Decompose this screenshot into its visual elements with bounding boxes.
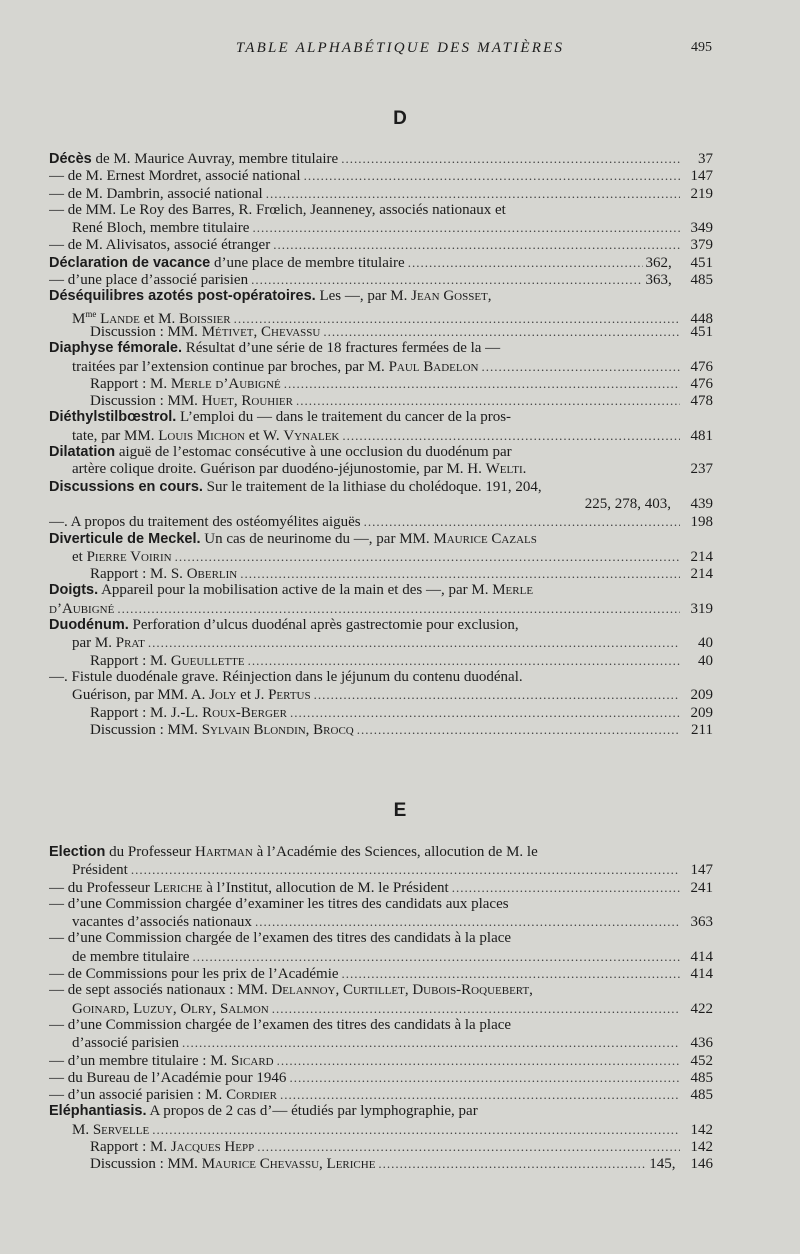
page-ref: 485 xyxy=(690,1087,713,1104)
page-ref: 476 xyxy=(690,375,713,392)
page-ref: 476 xyxy=(690,358,713,375)
index-line: Déclaration de vacance d’une place de membre titulaire ..... 362, 451 xyxy=(49,254,713,271)
index-line: — d’un associé parisien : M. Cordier ..... 485 xyxy=(49,1086,713,1103)
index-line: Guérison, par MM. A. Joly et J. Pertus ..... 209 xyxy=(49,686,713,703)
section-d-entries xyxy=(49,150,713,738)
index-line: René Bloch, membre titulaire ..... 349 xyxy=(49,219,713,236)
entry-head-diaphyse: Diaphyse fémorale. xyxy=(49,340,182,357)
page-ref: 379 xyxy=(690,237,713,254)
page-ref: 478 xyxy=(690,393,713,410)
leader-dots xyxy=(481,358,680,375)
page-ref: 145, 146 xyxy=(649,1156,713,1173)
entry-head-duodenum: Duodénum. xyxy=(49,617,129,634)
leader-dots xyxy=(117,600,680,617)
index-line: artère colique droite. Guérison par duodéno-jéjunostomie, par M. H. Welti. 237 xyxy=(72,461,713,478)
index-line: — d’une Commission chargée d’examiner les titres des candidats aux places xyxy=(49,895,509,912)
index-line: Eléphantiasis. A propos de 2 cas d’— étudiés par lymphographie, par xyxy=(49,1103,478,1120)
index-line: Rapport : M. J.-L. Roux-Berger ..... 209 xyxy=(49,704,713,721)
leader-dots xyxy=(357,721,680,738)
page-ref: 452 xyxy=(690,1052,713,1069)
entry-head-election: Election xyxy=(49,844,106,860)
leader-dots xyxy=(277,1052,680,1069)
index-line: Discussion : MM. Sylvain Blondin, Brocq ..... 211 xyxy=(49,721,713,738)
index-line: —. A propos du traitement des ostéomyélites aiguës ..... 198 xyxy=(49,513,713,530)
index-line: Discussions en cours. Sur le traitement de la lithiase du cholédoque. 191, 204, xyxy=(49,478,542,495)
page-ref: 481 xyxy=(690,427,713,444)
index-line: Diéthylstilbœstrol. L’emploi du — dans le traitement du cancer de la pros- xyxy=(49,409,512,426)
page-ref: 349 xyxy=(690,220,713,237)
index-line: — de Commissions pour les prix de l’Académie ..... 414 xyxy=(49,965,713,982)
index-line: Décès de M. Maurice Auvray, membre titulaire ..... 37 xyxy=(49,150,713,167)
leader-dots xyxy=(257,1138,680,1155)
page-ref: 362, 451 xyxy=(645,254,713,271)
page-ref: 363 xyxy=(690,914,713,931)
leader-dots xyxy=(323,323,680,340)
page-ref: 147 xyxy=(690,168,713,185)
page-ref: 448 xyxy=(690,310,713,323)
index-line: Goinard, Luzuy, Olry, Salmon ..... 422 xyxy=(49,1000,713,1017)
index-line: par M. Prat ..... 40 xyxy=(49,634,713,651)
page-ref: 237 xyxy=(690,461,713,478)
index-line: — de M. Dambrin, associé national ..... 219 xyxy=(49,185,713,202)
page-ref: 436 xyxy=(690,1035,713,1052)
page-ref: 214 xyxy=(690,566,713,583)
page-ref: 363, 485 xyxy=(645,272,713,289)
page-ref: 241 xyxy=(690,879,713,896)
leader-dots xyxy=(252,219,680,236)
leader-dots xyxy=(290,704,680,721)
entry-head-declaration: Déclaration de vacance xyxy=(49,254,211,271)
page-number: 495 xyxy=(691,40,712,55)
index-line: Déséquilibres azotés post-opératoires. Les —, par M. Jean Gosset, xyxy=(49,288,492,305)
entry-head-desequilibres: Déséquilibres azotés post-opératoires. xyxy=(49,288,316,305)
index-line: Discussion : MM. Métivet, Chevassu ..... 451 xyxy=(49,323,713,340)
page-ref: 439 xyxy=(690,495,713,512)
page-ref: 319 xyxy=(690,600,713,617)
page-ref: 142 xyxy=(690,1121,713,1138)
index-line: Rapport : M. Jacques Hepp ..... 142 xyxy=(49,1138,713,1155)
running-head xyxy=(0,40,800,62)
section-letter-e: E xyxy=(393,800,407,821)
leader-dots xyxy=(234,310,680,323)
page-ref: 414 xyxy=(690,966,713,983)
index-line: Discussion : MM. Maurice Chevassu, Leriche ..... 145, 146 xyxy=(49,1155,713,1172)
index-line: — de sept associés nationaux : MM. Delannoy, Curtillet, Dubois-Roquebert, xyxy=(49,982,533,999)
page-ref: 209 xyxy=(690,704,713,721)
leader-dots xyxy=(255,913,680,930)
leader-dots xyxy=(280,1086,680,1103)
page-ref: 142 xyxy=(690,1139,713,1156)
index-line: Doigts. Appareil pour la mobilisation active de la main et des —, par M. Merle xyxy=(49,582,534,599)
index-line: — d’une Commission chargée de l’examen des titres des candidats à la place xyxy=(49,930,512,947)
page-ref: 147 xyxy=(690,862,713,879)
index-line: — de M. Ernest Mordret, associé national ..... 147 xyxy=(49,167,713,184)
leader-dots xyxy=(341,150,680,167)
page-ref: 211 xyxy=(691,721,713,738)
index-line: Rapport : M. Gueullette ..... 40 xyxy=(49,652,713,669)
leader-dots xyxy=(273,236,680,253)
leader-dots xyxy=(152,1121,680,1138)
leader-dots xyxy=(364,513,680,530)
section-letter-d: D xyxy=(393,108,407,129)
page-ref: 40 xyxy=(698,635,713,652)
index-line: — de M. Alivisatos, associé étranger ..... 379 xyxy=(49,236,713,253)
leader-dots xyxy=(148,634,680,651)
index-line: —. Fistule duodénale grave. Réinjection dans le jéjunum du contenu duodénal. xyxy=(49,668,523,685)
index-line: Discussion : MM. Huet, Rouhier ..... 478 xyxy=(49,392,713,409)
leader-dots xyxy=(314,686,680,703)
index-line: Dilatation aiguë de l’estomac consécutive à une occlusion du duodénum par xyxy=(49,444,512,461)
leader-dots xyxy=(251,271,642,288)
index-line: — d’un membre titulaire : M. Sicard ..... 452 xyxy=(49,1052,713,1069)
index-line: — du Professeur Leriche à l’Institut, allocution de M. le Président ..... 241 xyxy=(49,879,713,896)
page-ref: 414 xyxy=(690,948,713,965)
page-ref: 422 xyxy=(690,1000,713,1017)
index-line: — d’une Commission chargée de l’examen des titres des candidats à la place xyxy=(49,1016,512,1033)
leader-dots xyxy=(304,167,680,184)
entry-head-dilatation: Dilatation xyxy=(49,444,116,461)
index-line: Rapport : M. S. Oberlin ..... 214 xyxy=(49,565,713,582)
index-line: Rapport : M. Merle d’Aubigné ..... 476 xyxy=(49,375,713,392)
page-ref: 485 xyxy=(690,1069,713,1086)
index-line: tate, par MM. Louis Michon et W. Vynalek ..... 481 xyxy=(49,427,713,444)
leader-dots xyxy=(452,879,680,896)
leader-dots xyxy=(378,1155,646,1172)
index-line: vacantes d’associés nationaux ..... 363 xyxy=(49,913,713,930)
leader-dots xyxy=(342,965,680,982)
entry-head-doigts: Doigts. xyxy=(49,582,99,599)
page-ref: 198 xyxy=(690,514,713,531)
index-line: — du Bureau de l’Académie pour 1946 ..... 485 xyxy=(49,1069,713,1086)
leader-dots xyxy=(289,1069,680,1086)
leader-dots xyxy=(342,427,680,444)
index-line: de membre titulaire ..... 414 xyxy=(49,948,713,965)
entry-head-elephantiasis: Eléphantiasis. xyxy=(49,1103,147,1120)
index-line: Duodénum. Perforation d’ulcus duodénal après gastrectomie pour exclusion, xyxy=(49,617,519,634)
leader-dots xyxy=(240,565,680,582)
section-e-entries xyxy=(49,844,713,1173)
page-ref: 451 xyxy=(690,323,713,340)
index-line: — d’une place d’associé parisien ..... 363, 485 xyxy=(49,271,713,288)
leader-dots xyxy=(284,375,680,392)
index-line: d’Aubigné ..... 319 xyxy=(49,600,713,617)
index-line: traitées par l’extension continue par broches, par M. Paul Badelon ..... 476 xyxy=(49,358,713,375)
leader-dots xyxy=(175,548,680,565)
page-ref: 219 xyxy=(690,185,713,202)
entry-head-diverticule: Diverticule de Meckel. xyxy=(49,530,201,547)
leader-dots xyxy=(408,254,643,271)
page-ref: 214 xyxy=(690,548,713,565)
leader-dots xyxy=(272,1000,680,1017)
page-ref: 209 xyxy=(690,687,713,704)
page-title: TABLE ALPHABÉTIQUE DES MATIÈRES xyxy=(235,40,565,56)
entry-head-diethylstilboestrol: Diéthylstilbœstrol. xyxy=(49,409,177,426)
leader-dots xyxy=(192,948,680,965)
entry-head-discussions: Discussions en cours. xyxy=(49,478,203,495)
leader-dots xyxy=(266,185,680,202)
page-ref: 37 xyxy=(698,151,713,167)
leader-dots xyxy=(131,861,680,878)
index-line: et Pierre Voirin ..... 214 xyxy=(49,548,713,565)
leader-dots xyxy=(296,392,680,409)
leader-dots xyxy=(248,652,680,669)
index-line: 225, 278, 403, 439 xyxy=(584,495,713,512)
index-line: Election du Professeur Hartman à l’Académie des Sciences, allocution de M. le xyxy=(49,844,538,860)
index-line: d’associé parisien ..... 436 xyxy=(49,1034,713,1051)
page-ref: 40 xyxy=(698,652,713,669)
entry-head-deces: Décès xyxy=(49,151,92,167)
leader-dots xyxy=(182,1034,680,1051)
index-line: $M^{me}$ Lande et M. Boissier ..... 448 xyxy=(49,306,713,323)
index-line: M. Servelle ..... 142 xyxy=(49,1121,713,1138)
index-line: Diaphyse fémorale. Résultat d’une série de 18 fractures fermées de la — xyxy=(49,340,501,357)
index-line: — de MM. Le Roy des Barres, R. Frœlich, Jeanneney, associés nationaux et xyxy=(49,201,506,218)
index-line: Président ..... 147 xyxy=(49,861,713,878)
index-line: Diverticule de Meckel. Un cas de neurinome du —, par MM. Maurice Cazals xyxy=(49,530,537,547)
